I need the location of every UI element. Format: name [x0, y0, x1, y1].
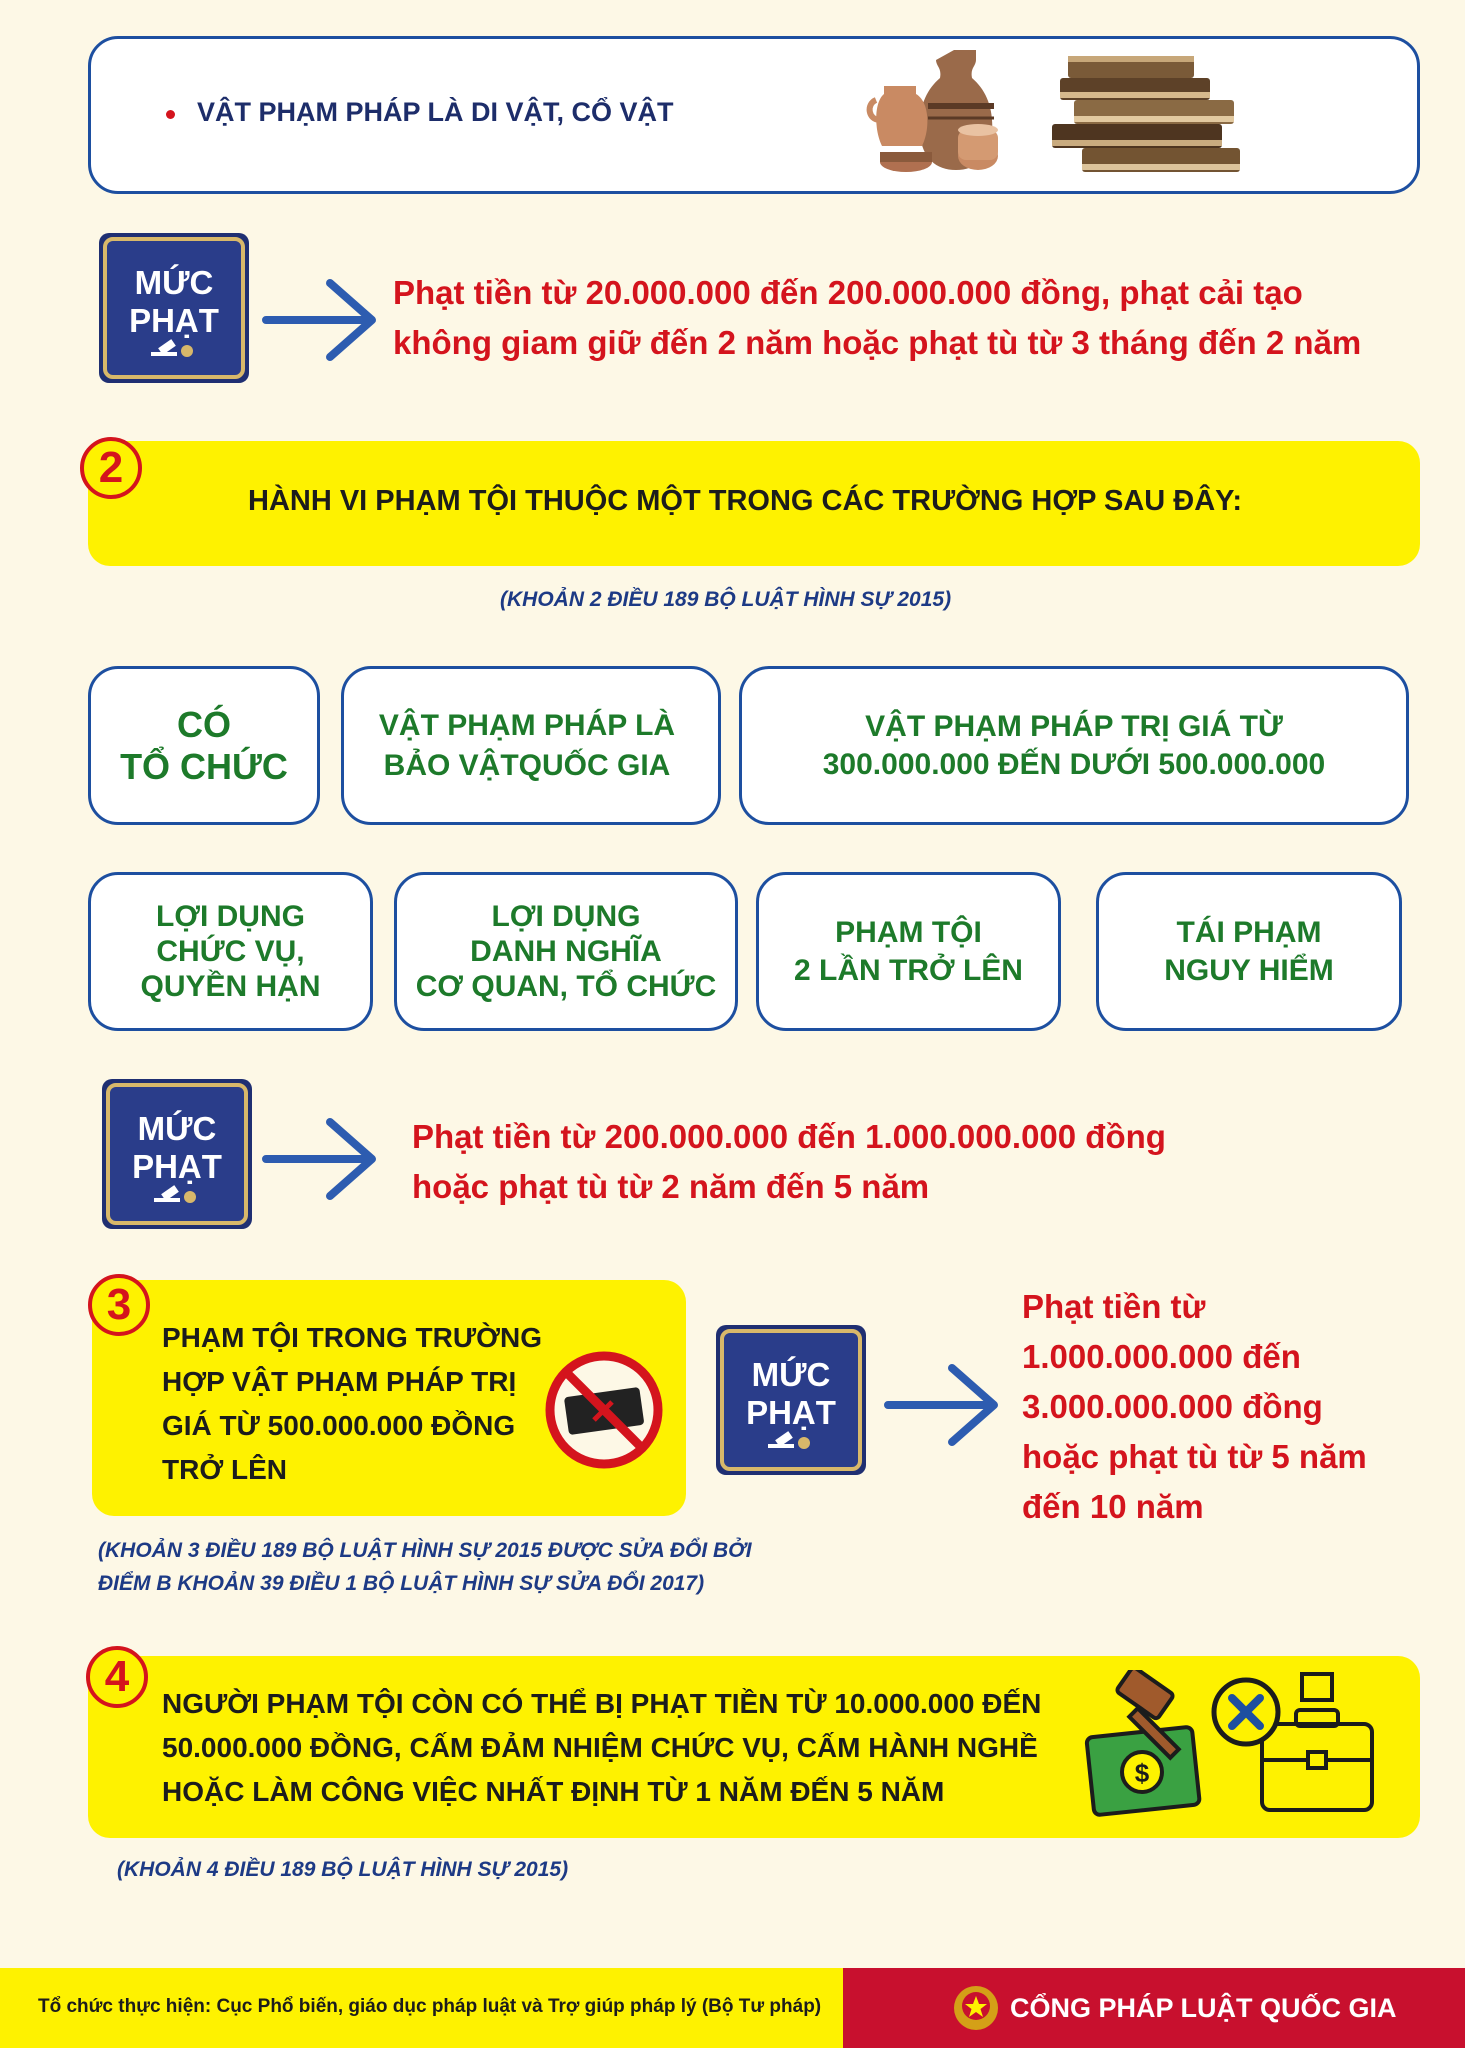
svg-text:PHẠT: PHẠT	[129, 302, 219, 339]
section-3-number: 3	[88, 1274, 150, 1336]
gavel-money-icon	[1080, 1670, 1210, 1820]
footer-portal-name: CỔNG PHÁP LUẬT QUỐC GIA	[1010, 1993, 1397, 2023]
section-2-citation: (KHOẢN 2 ĐIỀU 189 BỘ LUẬT HÌNH SỰ 2015)	[500, 588, 952, 611]
no-money-icon	[542, 1348, 666, 1472]
footer-organizer: Tổ chức thực hiện: Cục Phổ biến, giáo dục pháp luật và Trợ giúp pháp lý (Bộ Tư pháp)	[38, 1996, 822, 2017]
svg-text:PHẠT: PHẠT	[746, 1394, 836, 1431]
case-dangerous-recidivism: TÁI PHẠM NGUY HIỂM	[1164, 915, 1334, 987]
penalty-text-2: Phạt tiền từ 200.000.000 đến 1.000.000.000 đồng hoặc phạt tù từ 2 năm đến 5 năm	[412, 1118, 1166, 1205]
svg-text:MỨC: MỨC	[137, 1110, 217, 1147]
arrow-right-icon	[262, 277, 380, 363]
bullet-dot	[166, 110, 175, 119]
penalty-text-3: Phạt tiền từ 1.000.000.000 đến 3.000.000.000 đồng hoặc phạt tù từ 5 năm đến 10 năm	[1022, 1288, 1367, 1525]
arrow-right-icon	[262, 1116, 380, 1202]
section-3-citation: (KHOẢN 3 ĐIỀU 189 BỘ LUẬT HÌNH SỰ 2015 ĐƯỢC SỬA ĐỔI BỞI ĐIỂM B KHOẢN 39 ĐIỀU 1 BỘ LUẬT HÌNH SỰ SỬA ĐỔI 2017)	[98, 1539, 752, 1595]
section-3-text: PHẠM TỘI TRONG TRƯỜNG HỢP VẬT PHẠM PHÁP TRỊ GIÁ TỪ 500.000.000 ĐỒNG TRỞ LÊN	[162, 1322, 542, 1485]
case-organized: CÓ TỔ CHỨC	[120, 703, 288, 787]
svg-text:MỨC: MỨC	[751, 1356, 831, 1393]
artifact-case-label: VẬT PHẠM PHÁP LÀ DI VẬT, CỔ VẬT	[197, 97, 674, 127]
case-abuse-name: LỢI DỤNG DANH NGHĨA CƠ QUAN, TỔ CHỨC	[415, 900, 717, 1003]
case-repeat: PHẠM TỘI 2 LẦN TRỞ LÊN	[794, 915, 1023, 987]
arrow-right-icon	[884, 1362, 1002, 1448]
section-4-number: 4	[86, 1646, 148, 1708]
pottery-illustration	[866, 46, 1016, 178]
section-4-citation: (KHOẢN 4 ĐIỀU 189 BỘ LUẬT HÌNH SỰ 2015)	[117, 1858, 569, 1881]
no-work-icon	[1206, 1664, 1376, 1822]
penalty-badge-3	[714, 1323, 868, 1477]
national-emblem-icon	[952, 1984, 1000, 2032]
section-2-title: HÀNH VI PHẠM TỘI THUỘC MỘT TRONG CÁC TRƯỜNG HỢP SAU ĐÂY:	[248, 485, 1243, 517]
case-value-300m: VẬT PHẠM PHÁP TRỊ GIÁ TỪ 300.000.000 ĐẾN DƯỚI 500.000.000	[822, 709, 1326, 781]
penalty-text-1: Phạt tiền từ 20.000.000 đến 200.000.000 đồng, phạt cải tạo không giam giữ đến 2 năm hoặc phạt tù từ 3 tháng đến 2 năm	[393, 274, 1362, 361]
section-4-text: NGƯỜI PHẠM TỘI CÒN CÓ THỂ BỊ PHẠT TIỀN TỪ 10.000.000 ĐẾN 50.000.000 ĐỒNG, CẤM ĐẢM NHIỆM CHỨC VỤ, CẤM HÀNH NGHỀ HOẶC LÀM CÔNG VIỆC NHẤT ĐỊNH TỪ 1 NĂM ĐẾN 5 NĂM	[162, 1688, 1042, 1807]
svg-text:MỨC: MỨC	[134, 264, 214, 301]
svg-text:$: $	[1134, 1758, 1150, 1788]
old-books-illustration	[1046, 50, 1246, 178]
case-abuse-position: LỢI DỤNG CHỨC VỤ, QUYỀN HẠN	[140, 900, 321, 1003]
penalty-badge-2	[100, 1077, 254, 1231]
svg-text:PHẠT: PHẠT	[132, 1148, 222, 1185]
section-2-number: 2	[80, 437, 142, 499]
case-national-treasure: VẬT PHẠM PHÁP LÀ BẢO VẬTQUỐC GIA	[378, 708, 676, 782]
penalty-badge-1	[97, 231, 251, 385]
